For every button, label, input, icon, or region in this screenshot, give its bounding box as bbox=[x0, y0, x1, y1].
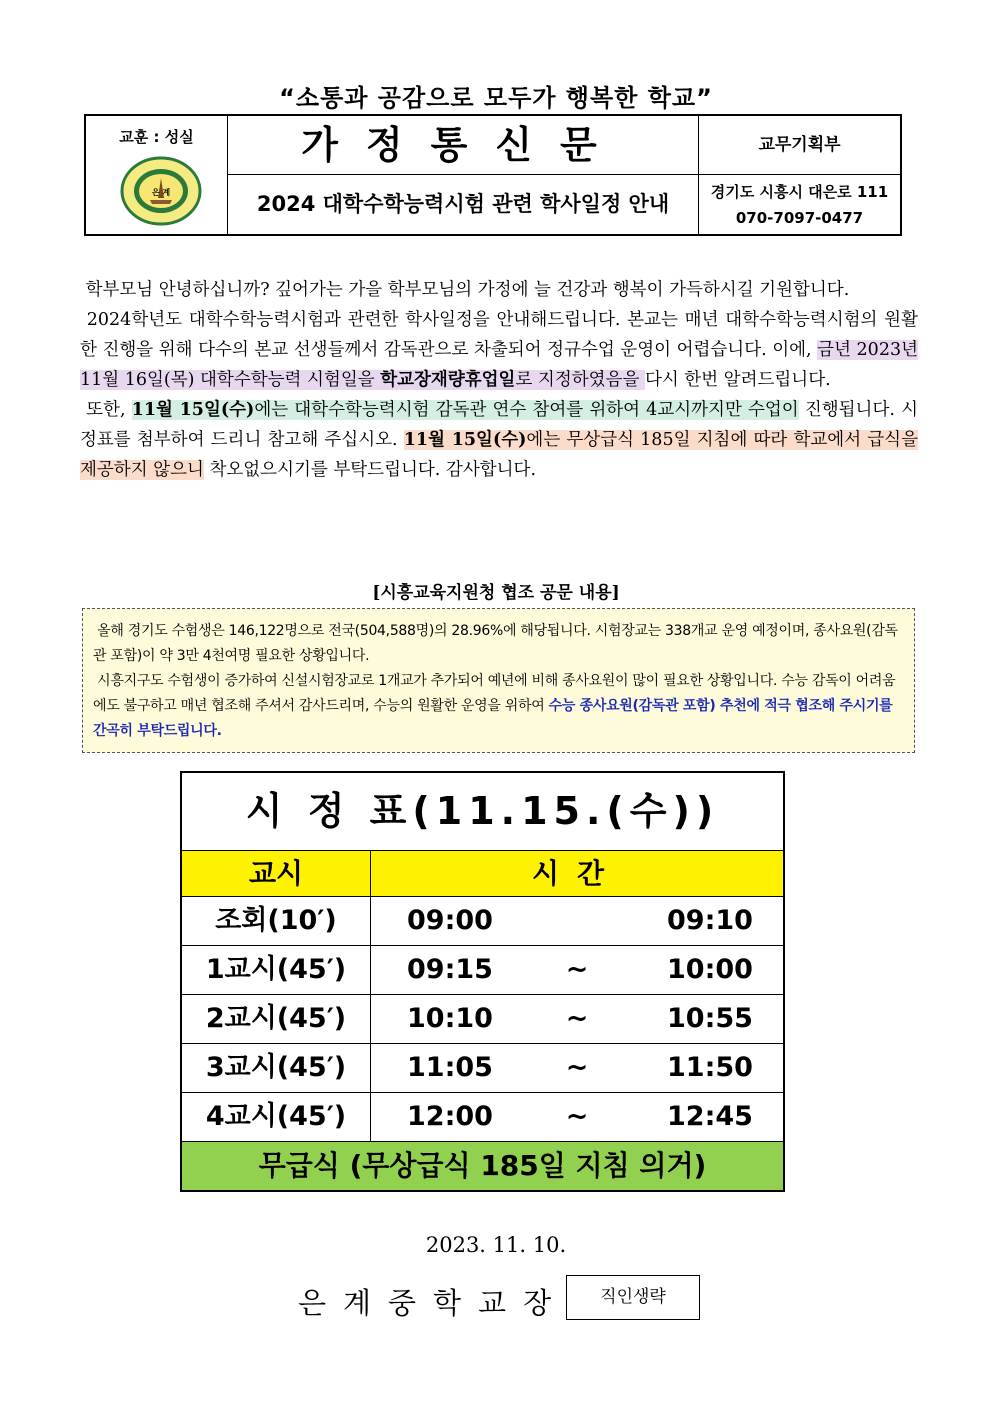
highlight-no-lunch: 11월 15일(수)에는 무상급식 185일 지침에 따라 학교에서 급식을 제공하지 않으니 bbox=[80, 430, 918, 480]
notice-request: 수능 종사요원(감독관 포함) 추천에 적극 협조해 주시기를 간곡히 부탁드립니다. bbox=[93, 698, 893, 739]
highlight-holiday: 금년 2023년 11월 16일(목) 대학수학능력 시험일을 학교장재량휴업일로 지정하였음을 bbox=[80, 340, 918, 390]
letter-body bbox=[80, 275, 918, 485]
department: 교무기획부 bbox=[699, 116, 900, 175]
notice-paragraph-2: 시흥지구도 수험생이 증가하여 신설시험장교로 1개교가 추가되어 예년에 비해 종사요원이 많이 필요한 상황입니다. 수능 감독이 어려움에도 불구하고 매년 협조해 주셔서 감사드리며, 수능의 원활한 운영을 위하여 수능 종사요원(감독관 포함) 추천에 적극 협조해 주시기를 간곡히 부탁드립니다. bbox=[93, 673, 896, 739]
highlight-training: 11월 15일(수)에는 대학수학능력시험 감독관 연수 참여를 위하여 4교시까지만 수업이 bbox=[131, 400, 799, 420]
notice-paragraph-1: 올해 경기도 수험생은 146,122명으로 전국(504,588명)의 28.96%에 해당됩니다. 시험장교는 338개교 운영 예정이며, 종사요원(감독관 포함)이 약 3만 4천여명 필요한 상황입니다. bbox=[93, 623, 898, 664]
notice-title: [시흥교육지원청 협조 공문 내용] bbox=[372, 583, 620, 603]
time-separator: ~ bbox=[565, 954, 589, 985]
motto-label: 교훈 : 성실 bbox=[119, 128, 194, 146]
table-row bbox=[182, 897, 783, 946]
school-address: 경기도 시흥시 대은로 111 bbox=[710, 183, 889, 201]
letter-header bbox=[84, 114, 902, 236]
school-contact bbox=[699, 175, 900, 234]
school-seal-icon bbox=[120, 156, 202, 226]
table-row bbox=[182, 995, 783, 1044]
school-motto: “소통과 공감으로 모두가 행복한 학교” bbox=[279, 84, 713, 112]
no-lunch-row: 무급식 (무상급식 185일 지침 의거) bbox=[182, 1142, 783, 1190]
end-time: 11:50 bbox=[667, 1052, 753, 1083]
seal-text: 은 계 bbox=[151, 188, 171, 197]
time-separator: ~ bbox=[565, 1101, 589, 1132]
paragraph-greeting: 학부모님 안녕하십니까? 깊어가는 가을 학부모님의 가정에 늘 건강과 행복이 가득하시길 기원합니다. bbox=[85, 280, 850, 300]
schedule-table bbox=[180, 771, 785, 1192]
table-row bbox=[182, 946, 783, 995]
end-time: 10:55 bbox=[667, 1003, 753, 1034]
start-time: 09:00 bbox=[407, 905, 493, 936]
start-time: 10:10 bbox=[407, 1003, 493, 1034]
schedule-header-row bbox=[182, 851, 783, 897]
stamp-omitted: 직인생략 bbox=[566, 1275, 700, 1320]
period-cell: 2교시(45′) bbox=[182, 995, 371, 1043]
end-time: 09:10 bbox=[667, 905, 753, 936]
start-time: 11:05 bbox=[407, 1052, 493, 1083]
schedule-title: 시 정 표(11.15.(수)) bbox=[182, 773, 783, 851]
time-separator: ~ bbox=[565, 1003, 589, 1034]
period-cell: 4교시(45′) bbox=[182, 1093, 371, 1141]
period-cell: 1교시(45′) bbox=[182, 946, 371, 994]
period-cell: 3교시(45′) bbox=[182, 1044, 371, 1092]
period-cell: 조회(10′) bbox=[182, 897, 371, 945]
paragraph-nov15: 또한, 11월 15일(수)에는 대학수학능력시험 감독관 연수 참여를 위하여 4교시까지만 수업이 진행됩니다. 시정표를 첨부하여 드리니 참고해 주십시오. 11월 15일(수)에는 무상급식 185일 지침에 따라 학교에서 급식을 제공하지 않으니 착오없으시기를 부탁드립니다. 감사합니다. bbox=[80, 400, 918, 480]
issue-date: 2023. 11. 10. bbox=[425, 1233, 567, 1257]
paragraph-exam-holiday: 2024학년도 대학수학능력시험과 관련한 학사일정을 안내해드립니다. 본교는 매년 대학수학능력시험의 원활한 진행을 위해 다수의 본교 선생들께서 감독관으로 차출되어 정규수업 운영이 어렵습니다. 이에, 금년 2023년 11월 16일(목) 대학수학능력 시험일을 학교장재량휴업일로 지정하였음을 다시 한번 알려드립니다. bbox=[80, 310, 918, 390]
notice-box bbox=[82, 608, 915, 753]
time-separator: ~ bbox=[565, 1052, 589, 1083]
school-phone: 070-7097-0477 bbox=[735, 209, 864, 227]
letter-title: 가정통신문 bbox=[228, 116, 699, 175]
end-time: 10:00 bbox=[667, 954, 753, 985]
table-row bbox=[182, 1093, 783, 1142]
letter-subtitle: 2024 대학수학능력시험 관련 학사일정 안내 bbox=[228, 175, 699, 234]
start-time: 09:15 bbox=[407, 954, 493, 985]
header-period: 교시 bbox=[182, 851, 371, 896]
end-time: 12:45 bbox=[667, 1101, 753, 1132]
header-time: 시간 bbox=[531, 857, 623, 890]
header-left-cell bbox=[86, 116, 228, 234]
principal-name: 은계중학교장 bbox=[298, 1286, 569, 1320]
table-row bbox=[182, 1044, 783, 1093]
start-time: 12:00 bbox=[407, 1101, 493, 1132]
